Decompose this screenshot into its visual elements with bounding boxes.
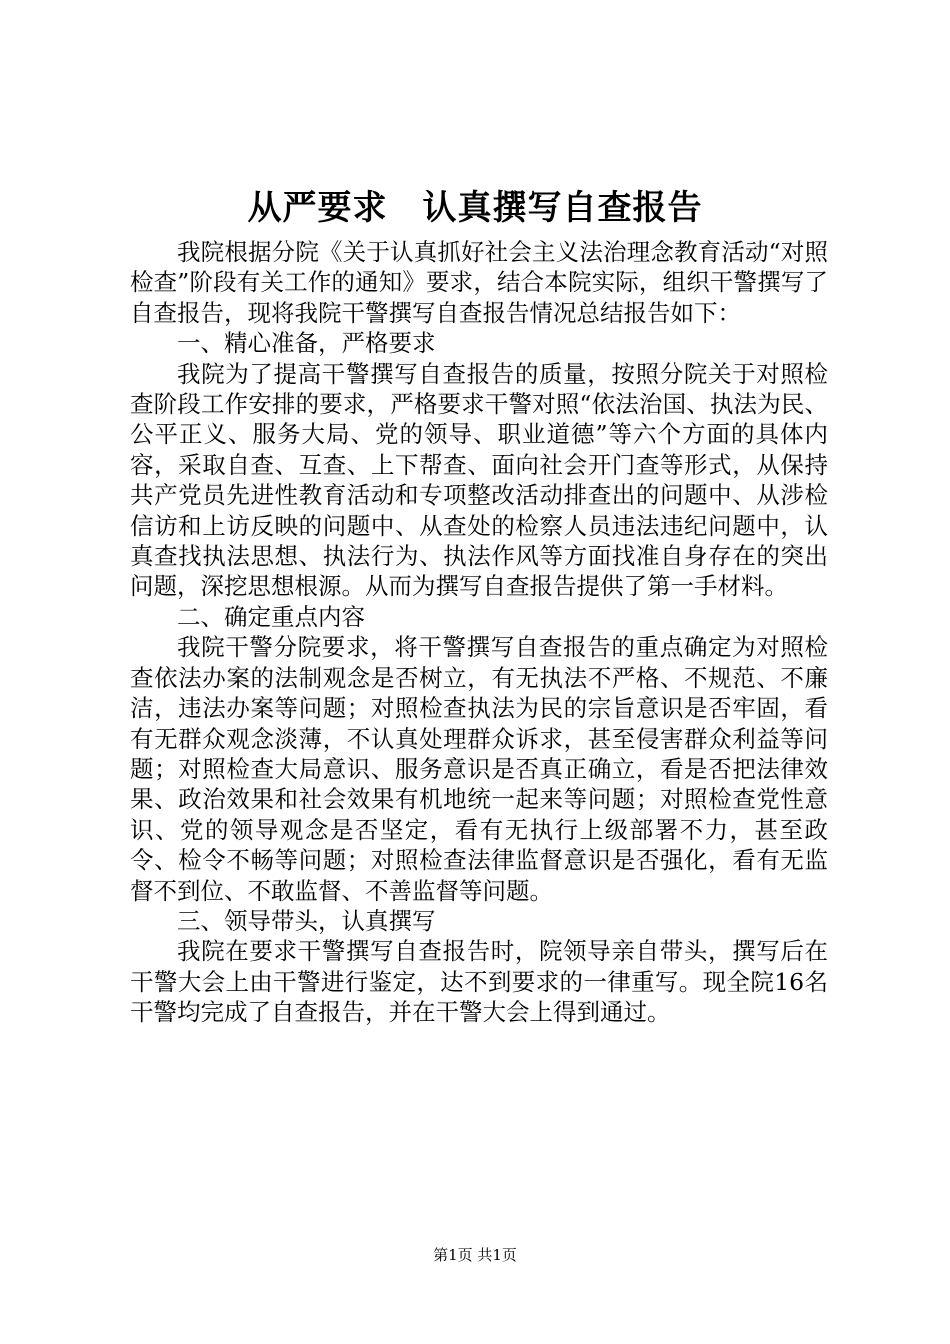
intro-paragraph: 我院根据分院《关于认真抓好社会主义法治理念教育活动“对照检查”阶段有关工作的通知》要求，结合本院实际，组织干警撰写了自查报告，现将我院干警撰写自查报告情况总结报告如下： <box>130 238 828 327</box>
section-paragraph-3: 我院在要求干警撰写自查报告时，院领导亲自带头，撰写后在干警大会上由干警进行鉴定，达不到要求的一律重写。现全院16名干警均完成了自查报告，并在干警大会上得到通过。 <box>130 937 828 1027</box>
page-footer: 第1页 共1页 <box>433 1246 517 1264</box>
document-body <box>130 237 828 1028</box>
section-heading-1: 一、精心准备，严格要求 <box>177 329 436 358</box>
section-paragraph-1: 我院为了提高干警撰写自查报告的质量，按照分院关于对照检查阶段工作安排的要求，严格要求干警对照“依法治国、执法为民、公平正义、服务大局、党的领导、职业道德”等六个方面的具体内容，采取自查、互查、上下帮查、面向社会开门查等形式，从保持共产党员先进性教育活动和专项整改活动排查出的问题中、从涉检信访和上访反映的问题中、从查处的检察人员违法违纪问题中，认真查找执法思想、执法行为、执法作风等方面找准自身存在的突出问题，深挖思想根源。从而为撰写自查报告提供了第一手材料。 <box>130 359 828 601</box>
document-title: 从严要求 认真撰写自查报告 <box>247 188 703 228</box>
section-heading-2: 二、确定重点内容 <box>177 602 365 631</box>
section-heading-3: 三、领导带头，认真撰写 <box>177 906 436 935</box>
section-paragraph-2: 我院干警分院要求，将干警撰写自查报告的重点确定为对照检查依法办案的法制观念是否树立，有无执法不严格、不规范、不廉洁，违法办案等问题；对照检查执法为民的宗旨意识是否牢固，看有无群众观念淡薄，不认真处理群众诉求，甚至侵害群众利益等问题；对照检查大局意识、服务意识是否真正确立，看是否把法律效果、政治效果和社会效果有机地统一起来等问题；对照检查党性意识、党的领导观念是否坚定，看有无执行上级部署不力，甚至政令、检令不畅等问题；对照检查法律监督意识是否强化，看有无监督不到位、不敢监督、不善监督等问题。 <box>130 633 828 905</box>
